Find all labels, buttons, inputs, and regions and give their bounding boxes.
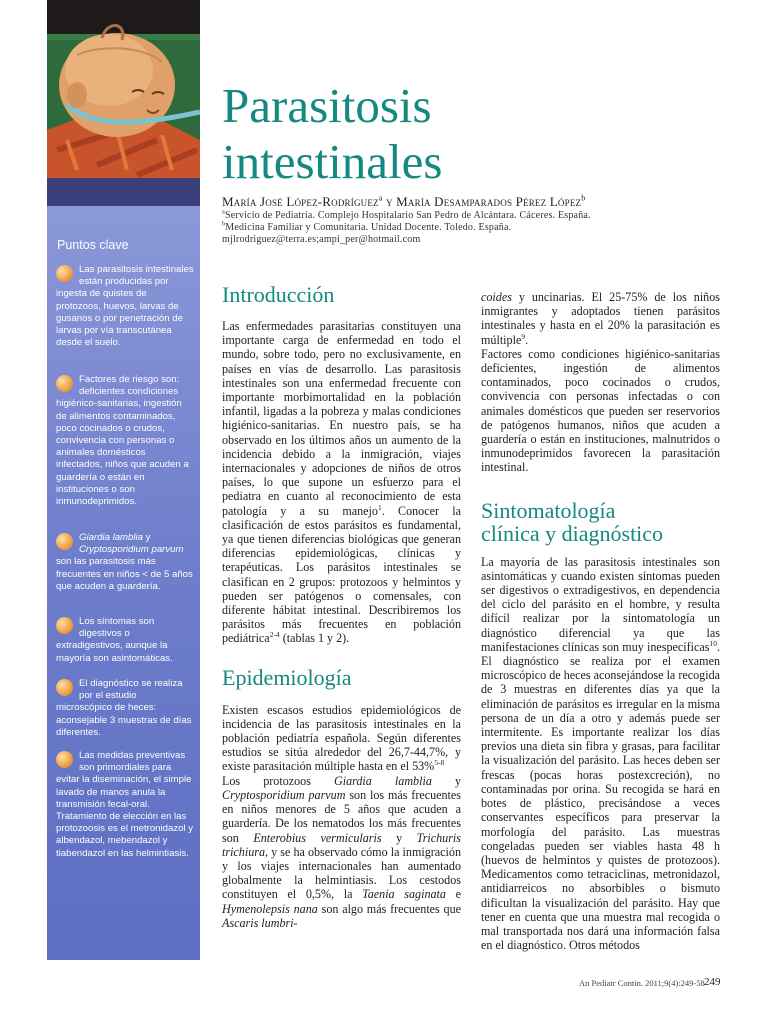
- orange-bullet-icon: [56, 751, 73, 768]
- affiliation-a: $^a$Servicio de Pediatría. Complejo Hospitalario San Pedro de Alcántara. Cáceres. España.: [222, 208, 591, 221]
- key-point-5: El diagnóstico se realiza por el estudio microscópico de heces: aconsejable 3 muestras de días diferentes.: [56, 678, 192, 738]
- right-paragraph-1: coides y uncinarias. El 25-75% de los niños inmigrantes y adoptados tienen parásitos intestinales y hasta en el 20% la parasitación es múltiple$^9$.: [481, 290, 720, 347]
- orange-bullet-icon: [56, 617, 73, 634]
- orange-bullet-icon: [56, 533, 73, 550]
- key-point-4: Los síntomas son digestivos o extradigestivos, aunque la mayoría son asintomáticas.: [56, 616, 173, 664]
- key-points-title: Puntos clave: [57, 238, 129, 252]
- cover-illustration: [47, 0, 200, 178]
- orange-bullet-icon: [56, 375, 73, 392]
- article-title: Parasitosis intestinales: [222, 78, 443, 189]
- section-heading-introduction: Introducción: [222, 282, 335, 307]
- author-1: María José López-Rodríguez: [222, 194, 379, 209]
- body-column-right: [481, 290, 720, 952]
- author-email[interactable]: mjlrodriguez@terra.es;ampi_per@hotmail.com: [222, 234, 421, 245]
- author-block: [222, 194, 591, 246]
- page-number: 249: [704, 976, 721, 988]
- key-point-2: Factores de riesgo son: deficientes condiciones higiénico-sanitarias, ingestión de alimentos contaminados, poco cocinados o crudos, convivencia con personas o animales domésticos infectados, niños que acuden a guardería o están en instituciones o son inmunodeprimidos.: [56, 374, 189, 508]
- key-points-sidebar: [47, 206, 200, 960]
- body-column-left: [222, 283, 461, 930]
- journal-citation: An Pediatr Contin. 2011;9(4):249-58: [579, 978, 705, 988]
- epidemiology-paragraph-2: Los protozoos Giardia lamblia y Cryptosporidium parvum son los más frecuentes en niños menores de 5 años que acuden a guardería. De los nematodos los más frecuentes son Enterobius vermicularis y Trichuris trichiura, y se ha observado cómo la inmigración y los viajes internacionales han aumentado globalmente la helmintiasis. Los cestodos constituyen el 0,5%, la Taenia saginata e Hymenolepsis nana son algo más frecuentes que Ascaris lumbri-: [222, 773, 461, 930]
- introduction-paragraph: Las enfermedades parasitarias constituyen una importante carga de enfermedad en todo el mundo, sobre todo, pero no exclusivamente, en países en vías de desarrollo. Las parasitosis intestinales son una enfermedad frecuente con importante morbimortalidad en la población infantil, ligadas a la pobreza y malas condiciones higiénico-sanitarias. En nuestro país, se ha observado en los últimos años un aumento de la incidencia debido a la inmigración, viajes internacionales y adopciones de niños de otros países, lo que supone un esfuerzo para el pediatra en cuanto al reconocimiento de esta patología y a su manejo$^1$. Conocer la clasificación de estos parásitos es fundamental, ya que tienen diferencias biológicas que generan diferencias epidemiológicas, clínicas y terapéuticas. Los parásitos intestinales se clasifican en 2 grupos: protozoos y helmintos y pueden ser patógenos o comensales, con diferente hábitat intestinal. Describiremos los parásitos más frecuentes en población pediátrica$^{2-4}$ (tablas 1 y 2).: [222, 319, 461, 646]
- child-illustration: [47, 0, 200, 178]
- symptoms-paragraph: La mayoría de las parasitosis intestinales son asintomáticas y cuando existen síntomas pueden ser digestivos o extradigestivos, en dependencia del ciclo del parásito en el hombre, y resulta difícil realizar por la sintomatología un diagnóstico diferencial ya que las manifestaciones clínicas son muy inespecíficas$^{10}$. El diagnóstico se realiza por el examen microscópico de heces aconsejándose la recogida de 3 muestras en diferentes días ya que la eliminación de parásitos es irregular en la misma persona de un día a otro y además puede ser intermitente. Es importante realizar los días previos una dieta sin fibra y grasas, para facilitar la visualización del parásito. Las heces deben ser frescas (pocas horas postexcreción), no contaminadas por orina. Su recogida se hará en botes de plástico, precisándose a veces conservantes específicos para preservar la morfología del parásito. Las muestras congeladas pueden ser viables hasta 48 h (huevos de helmintos y quistes de protozoos). Medicamentos como tetraciclinas, metronidazol, antidiarreicos no absorbibles o bismuto dificultan la visualización del parásito. Hay que tener en cuenta que una muestra mal recogida o mal transportada nos dará una información falsa en el diagnóstico. Otros métodos: [481, 554, 720, 953]
- section-heading-epidemiology: Epidemiología: [222, 664, 352, 690]
- affiliation-b: $^b$Medicina Familiar y Comunitaria. Unidad Docente. Toledo. España.: [222, 220, 512, 233]
- key-point-3: Giardia lamblia y Cryptosporidium parvum son las parasitosis más frecuentes en niños < de 5 años que acuden a guardería.: [56, 532, 193, 592]
- key-point-1: Las parasitosis intestinales están producidas por ingesta de quistes de protozoos, huevos, larvas de gusanos o por penetración de larvas por vía transcutánea desde el suelo.: [56, 264, 194, 349]
- orange-bullet-icon: [56, 265, 73, 282]
- epidemiology-paragraph-1: Existen escasos estudios epidemiológicos de incidencia de las parasitosis intestinales en la población pediatría española. Según diferentes estudios se sitúa alrededor del 26,7-44,7%, y existe parasitación múltiple hasta en el 53%$^{5-8}$: [222, 702, 461, 774]
- section-heading-symptoms: Sintomatología clínica y diagnóstico: [481, 497, 664, 546]
- key-point-6: Las medidas preventivas son primordiales para evitar la diseminación, el simple lavado de manos anula la transmisión fecal-oral. Tratamiento de elección en las protozoosis es el metronidazol y albendazol, mebendazol y tiabendazol en las helmintiasis.: [56, 750, 194, 859]
- orange-bullet-icon: [56, 679, 73, 696]
- illustration-footer-band: [47, 178, 200, 206]
- author-line: María José López-Rodríguez$^a$ y María Desamparados Pérez López$^b$: [222, 193, 586, 209]
- author-2: María Desamparados Pérez López: [396, 194, 582, 209]
- right-paragraph-2: Factores como condiciones higiénico-sanitarias deficientes, ingestión de alimentos contaminados, poco cocinados o crudos, convivencia con personas infectadas o con animales domésticos que pueden ser reservorios de patógenos humanos, niños que acuden a guardería o están en instituciones, malnutridos o inmunodeprimidos favorecen la parasitación intestinal.: [481, 346, 720, 475]
